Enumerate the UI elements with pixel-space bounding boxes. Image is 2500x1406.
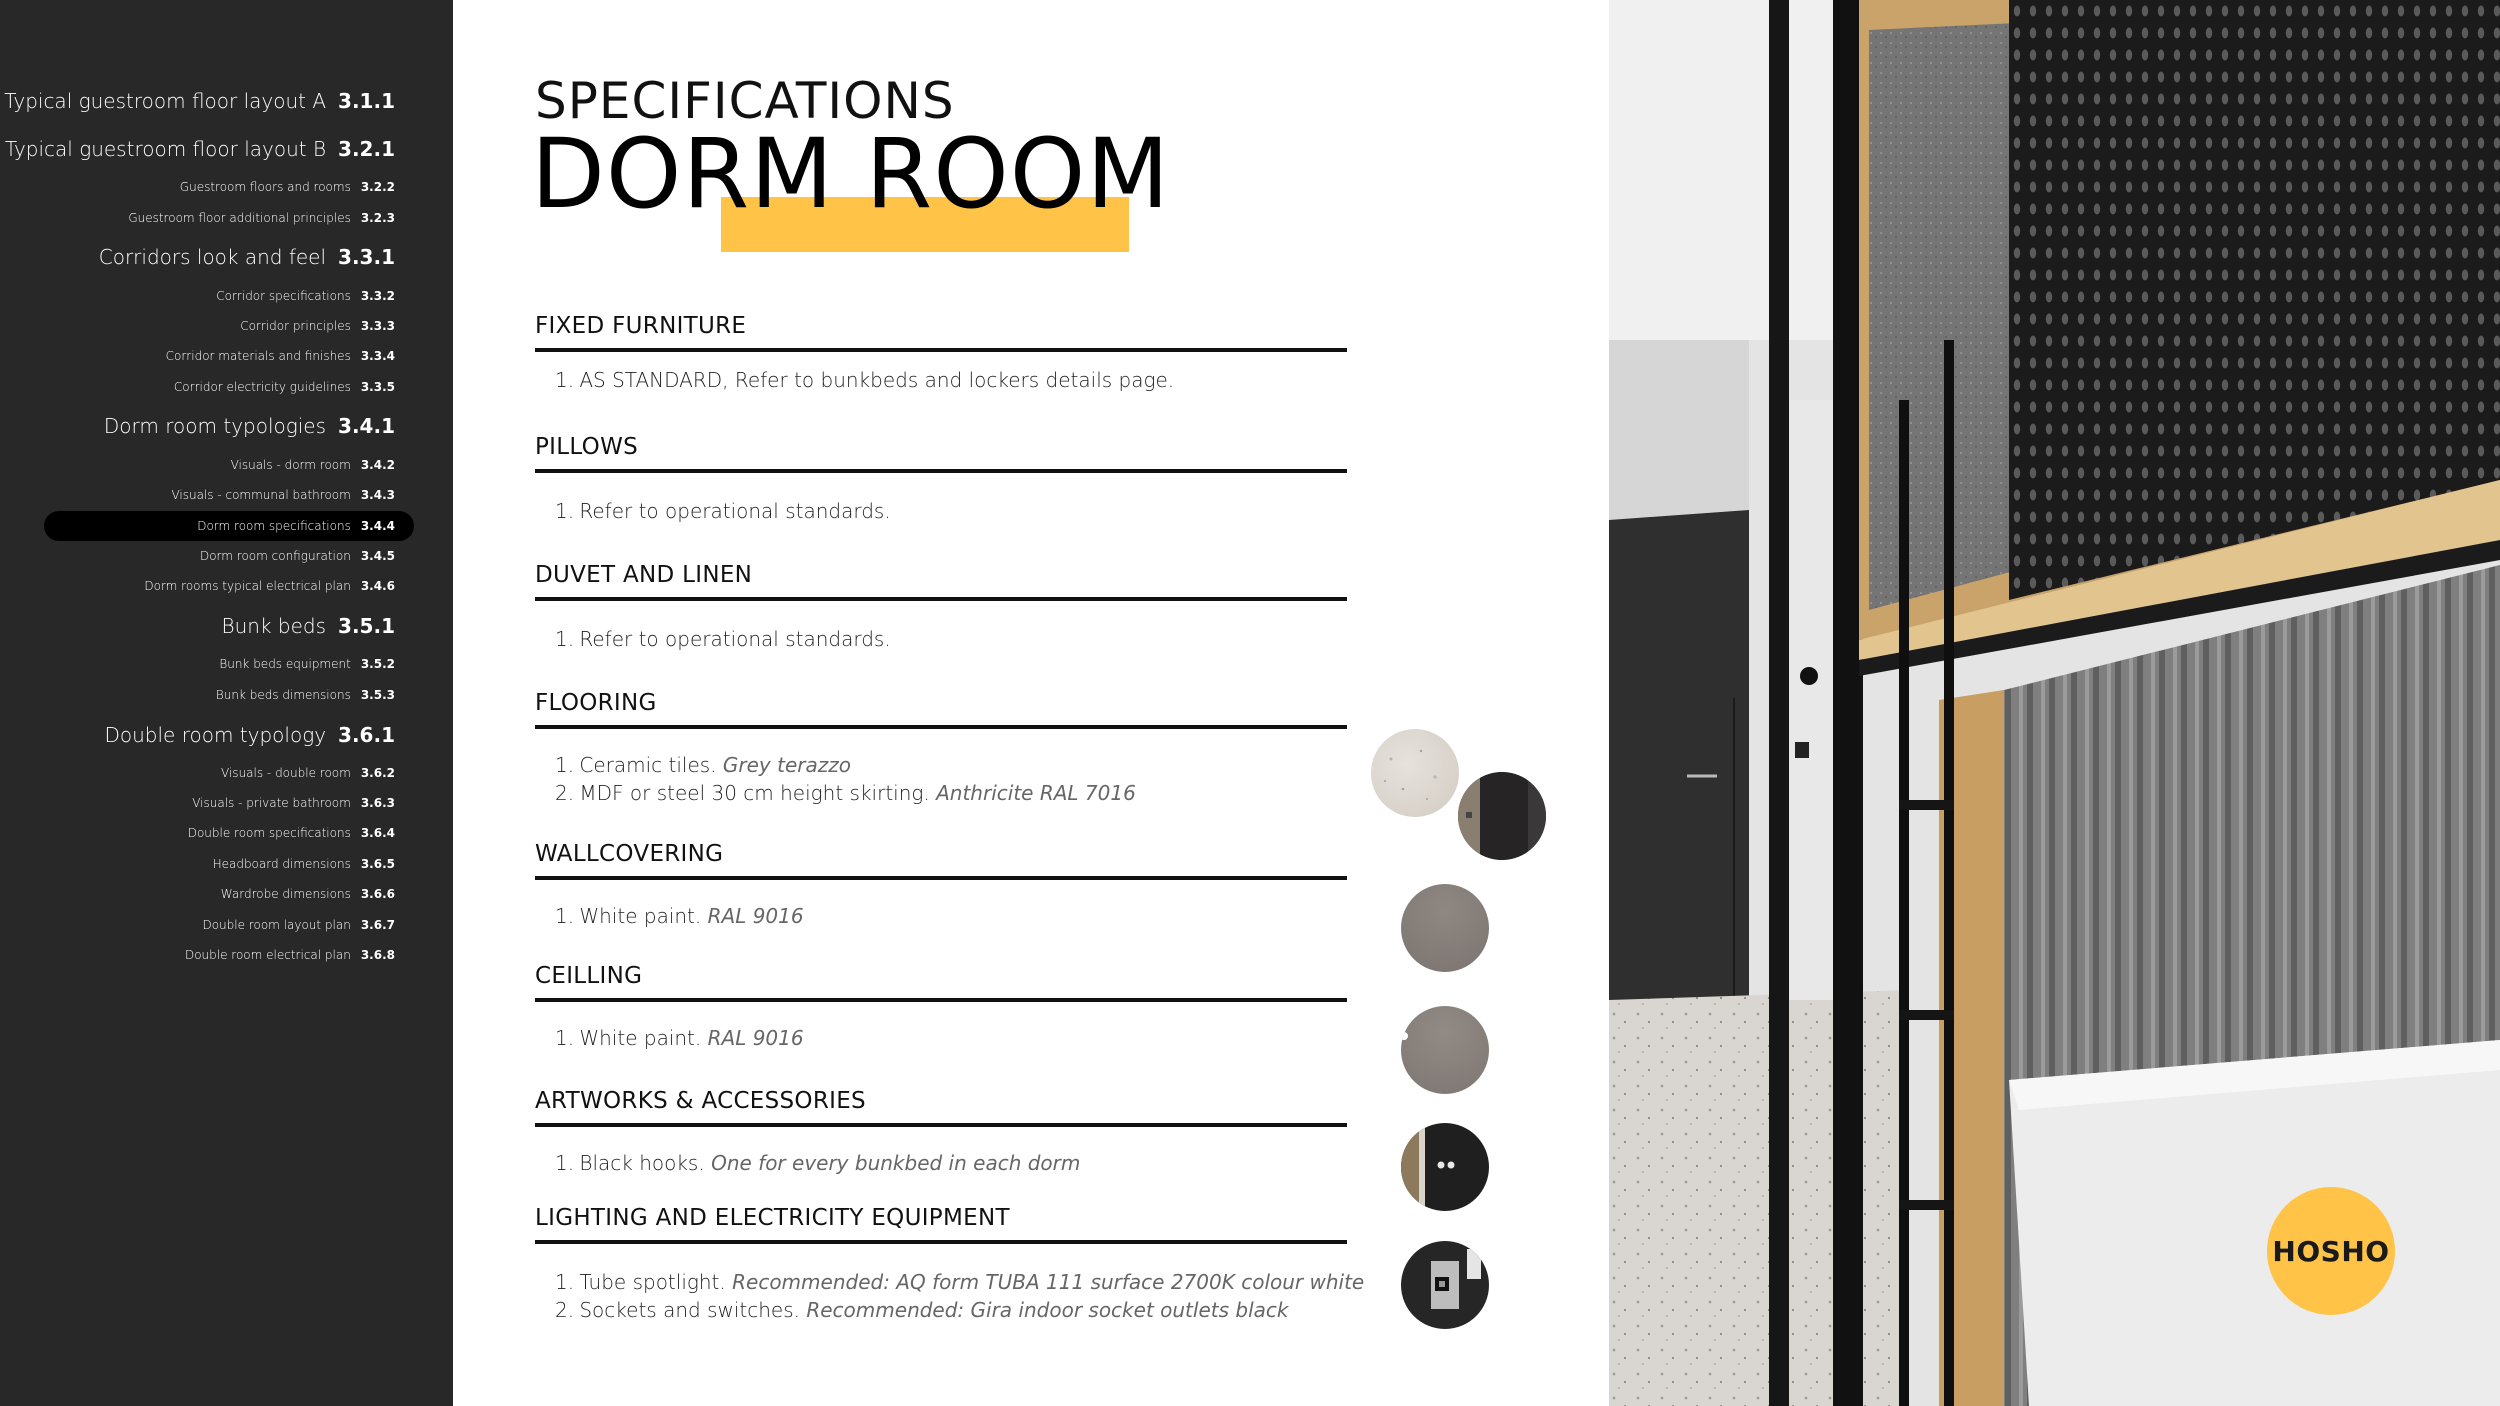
toc-number: 3.6.3 bbox=[360, 796, 395, 810]
spec-page bbox=[453, 0, 1609, 1406]
toc-number: 3.6.1 bbox=[338, 723, 395, 747]
item-text: Tube spotlight. bbox=[579, 1270, 726, 1294]
toc-label: Double room specifications bbox=[187, 826, 351, 840]
toc-label: Corridor electricity guidelines bbox=[173, 380, 351, 394]
section-duvet-and-linen bbox=[535, 562, 1347, 653]
list-item bbox=[555, 1268, 1365, 1296]
toc-label: Wardrobe dimensions bbox=[220, 887, 351, 901]
toc-label: Double room electrical plan bbox=[184, 948, 351, 962]
list-item bbox=[555, 902, 1347, 930]
toc-label: Bunk beds bbox=[221, 614, 327, 638]
item-number: 1. bbox=[555, 753, 575, 777]
item-note: Grey terazzo bbox=[722, 753, 851, 777]
item-note: Recommended: Gira indoor socket outlets black bbox=[806, 1298, 1289, 1322]
section-list bbox=[535, 751, 1347, 807]
list-item bbox=[555, 497, 1347, 525]
section-wallcovering bbox=[535, 841, 1347, 930]
toc-label: Dorm room typologies bbox=[103, 414, 327, 438]
toc-label: Dorm rooms typical electrical plan bbox=[144, 579, 351, 593]
toc-item-3-3-5[interactable] bbox=[174, 372, 395, 402]
section-heading: DUVET AND LINEN bbox=[535, 562, 1347, 601]
toc-item-3-3-1[interactable] bbox=[99, 242, 395, 272]
section-ceiling bbox=[535, 963, 1347, 1052]
list-item bbox=[555, 1149, 1347, 1177]
toc-number: 3.6.7 bbox=[360, 918, 395, 932]
toc-number: 3.2.3 bbox=[360, 211, 395, 225]
toc-label: Bunk beds dimensions bbox=[215, 688, 351, 702]
toc-label: Visuals - communal bathroom bbox=[171, 488, 351, 502]
item-number: 1. bbox=[555, 1026, 575, 1050]
toc-item-3-6-7[interactable] bbox=[202, 910, 395, 940]
toc-item-3-2-3[interactable] bbox=[128, 203, 395, 233]
item-note: One for every bunkbed in each dorm bbox=[711, 1151, 1081, 1175]
item-note: Recommended: AQ form TUBA 111 surface 2700K colour white bbox=[732, 1270, 1365, 1294]
item-text: Black hooks. bbox=[579, 1151, 705, 1175]
toc-item-3-2-2[interactable] bbox=[180, 172, 395, 202]
section-heading: WALLCOVERING bbox=[535, 841, 1347, 880]
toc-label: Dorm room configuration bbox=[199, 549, 351, 563]
toc-number: 3.4.6 bbox=[360, 579, 395, 593]
page-kicker: SPECIFICATIONS bbox=[535, 72, 955, 130]
hosho-logo: HOSHO bbox=[2267, 1187, 2395, 1315]
section-artworks-accessories bbox=[535, 1088, 1347, 1177]
toc-item-3-3-4[interactable] bbox=[166, 341, 395, 371]
toc-item-3-5-3[interactable] bbox=[216, 680, 395, 710]
toc-label: Corridor materials and finishes bbox=[165, 349, 351, 363]
toc-number: 3.6.6 bbox=[360, 887, 395, 901]
section-lighting-electricity bbox=[535, 1205, 1365, 1324]
toc-item-3-1-1[interactable] bbox=[4, 86, 395, 116]
toc-label: Headboard dimensions bbox=[212, 857, 351, 871]
toc-item-3-4-1[interactable] bbox=[104, 411, 395, 441]
toc-number: 3.3.4 bbox=[360, 349, 395, 363]
toc-item-3-6-6[interactable] bbox=[221, 879, 395, 909]
toc-number: 3.4.3 bbox=[360, 488, 395, 502]
section-heading: PILLOWS bbox=[535, 434, 1347, 473]
toc-number: 3.5.2 bbox=[360, 657, 395, 671]
section-flooring bbox=[535, 690, 1347, 807]
dorm-room-photo bbox=[1609, 0, 2500, 1406]
toc-label: Double room layout plan bbox=[202, 918, 351, 932]
section-list bbox=[535, 497, 1347, 525]
item-text: Refer to operational standards. bbox=[579, 627, 891, 651]
toc-label: Visuals - dorm room bbox=[230, 458, 351, 472]
section-list bbox=[535, 902, 1347, 930]
toc-label: Guestroom floors and rooms bbox=[179, 180, 351, 194]
toc-item-3-4-3[interactable] bbox=[171, 480, 395, 510]
item-number: 2. bbox=[555, 781, 575, 805]
item-number: 1. bbox=[555, 1270, 575, 1294]
toc-number: 3.2.1 bbox=[338, 137, 395, 161]
list-item bbox=[555, 1296, 1347, 1324]
item-text: Sockets and switches. bbox=[579, 1298, 800, 1322]
section-fixed-furniture bbox=[535, 313, 1347, 394]
list-item bbox=[555, 366, 1347, 394]
toc-item-3-6-1[interactable] bbox=[104, 720, 395, 750]
section-list bbox=[535, 1268, 1365, 1324]
section-heading: LIGHTING AND ELECTRICITY EQUIPMENT bbox=[535, 1205, 1347, 1244]
toc-number: 3.2.2 bbox=[360, 180, 395, 194]
item-number: 1. bbox=[555, 1151, 575, 1175]
toc-item-3-4-4-active[interactable] bbox=[44, 511, 414, 541]
wall-paint-swatch bbox=[1401, 884, 1489, 972]
toc-item-3-6-5[interactable] bbox=[213, 849, 395, 879]
item-number: 1. bbox=[555, 499, 575, 523]
toc-label: Corridors look and feel bbox=[98, 245, 327, 269]
section-list bbox=[535, 366, 1347, 394]
list-item bbox=[555, 625, 1347, 653]
toc-label: Dorm room specifications bbox=[197, 519, 351, 533]
section-heading: FLOORING bbox=[535, 690, 1347, 729]
toc-number: 3.6.8 bbox=[360, 948, 395, 962]
section-heading: FIXED FURNITURE bbox=[535, 313, 1347, 352]
toc-number: 3.5.3 bbox=[360, 688, 395, 702]
toc-label: Corridor specifications bbox=[216, 289, 351, 303]
toc-number: 3.4.2 bbox=[360, 458, 395, 472]
toc-item-3-5-2[interactable] bbox=[219, 649, 395, 679]
toc-label: Bunk beds equipment bbox=[219, 657, 351, 671]
toc-label: Visuals - double room bbox=[221, 766, 351, 780]
toc-label: Typical guestroom floor layout B bbox=[4, 137, 327, 161]
toc-number: 3.4.5 bbox=[360, 549, 395, 563]
toc-number: 3.4.1 bbox=[338, 414, 395, 438]
ceiling-paint-swatch bbox=[1401, 1006, 1489, 1094]
toc-item-3-6-3[interactable] bbox=[192, 788, 395, 818]
anthracite-swatch bbox=[1458, 772, 1546, 860]
item-text: MDF or steel 30 cm height skirting. bbox=[579, 781, 930, 805]
toc-item-3-4-5[interactable] bbox=[200, 541, 395, 571]
section-heading: CEILLING bbox=[535, 963, 1347, 1002]
item-text: White paint. bbox=[579, 1026, 702, 1050]
item-note: Anthricite RAL 7016 bbox=[936, 781, 1136, 805]
toc-item-3-2-1[interactable] bbox=[5, 134, 395, 164]
item-note: RAL 9016 bbox=[707, 1026, 804, 1050]
sidebar-toc bbox=[0, 0, 453, 1406]
list-item bbox=[555, 751, 1347, 779]
toc-number: 3.3.2 bbox=[360, 289, 395, 303]
toc-item-3-3-2[interactable] bbox=[216, 281, 395, 311]
toc-item-3-5-1[interactable] bbox=[222, 611, 395, 641]
sockets-swatch bbox=[1401, 1241, 1489, 1329]
toc-label: Double room typology bbox=[104, 723, 327, 747]
toc-number: 3.4.4 bbox=[360, 519, 395, 533]
item-number: 1. bbox=[555, 904, 575, 928]
item-text: AS STANDARD, Refer to bunkbeds and lockers details page. bbox=[579, 368, 1175, 392]
item-note: RAL 9016 bbox=[707, 904, 804, 928]
toc-item-3-3-3[interactable] bbox=[240, 311, 395, 341]
toc-label: Visuals - private bathroom bbox=[192, 796, 351, 810]
section-list bbox=[535, 1024, 1347, 1052]
toc-number: 3.1.1 bbox=[338, 89, 395, 113]
black-hooks-swatch bbox=[1401, 1123, 1489, 1211]
item-number: 1. bbox=[555, 627, 575, 651]
toc-number: 3.6.2 bbox=[360, 766, 395, 780]
item-text: White paint. bbox=[579, 904, 702, 928]
section-heading: ARTWORKS & ACCESSORIES bbox=[535, 1088, 1347, 1127]
section-list bbox=[535, 625, 1347, 653]
item-number: 2. bbox=[555, 1298, 575, 1322]
page-title: DORM ROOM bbox=[531, 118, 1171, 230]
item-text: Ceramic tiles. bbox=[579, 753, 717, 777]
section-pillows bbox=[535, 434, 1347, 525]
toc-item-3-6-2[interactable] bbox=[221, 758, 395, 788]
toc-label: Guestroom floor additional principles bbox=[128, 211, 351, 225]
list-item bbox=[555, 1024, 1347, 1052]
toc-number: 3.3.1 bbox=[338, 245, 395, 269]
terrazzo-swatch bbox=[1371, 729, 1459, 817]
toc-number: 3.6.4 bbox=[360, 826, 395, 840]
toc-label: Corridor principles bbox=[240, 319, 351, 333]
section-list bbox=[535, 1149, 1347, 1177]
toc-number: 3.3.5 bbox=[360, 380, 395, 394]
item-text: Refer to operational standards. bbox=[579, 499, 891, 523]
toc-number: 3.6.5 bbox=[360, 857, 395, 871]
toc-number: 3.5.1 bbox=[338, 614, 395, 638]
toc-item-3-6-8[interactable] bbox=[185, 940, 395, 970]
list-item bbox=[555, 779, 1347, 807]
toc-item-3-4-6[interactable] bbox=[144, 571, 395, 601]
toc-item-3-6-4[interactable] bbox=[188, 818, 395, 848]
toc-number: 3.3.3 bbox=[360, 319, 395, 333]
toc-label: Typical guestroom floor layout A bbox=[4, 89, 327, 113]
toc-item-3-4-2[interactable] bbox=[231, 450, 395, 480]
item-number: 1. bbox=[555, 368, 575, 392]
